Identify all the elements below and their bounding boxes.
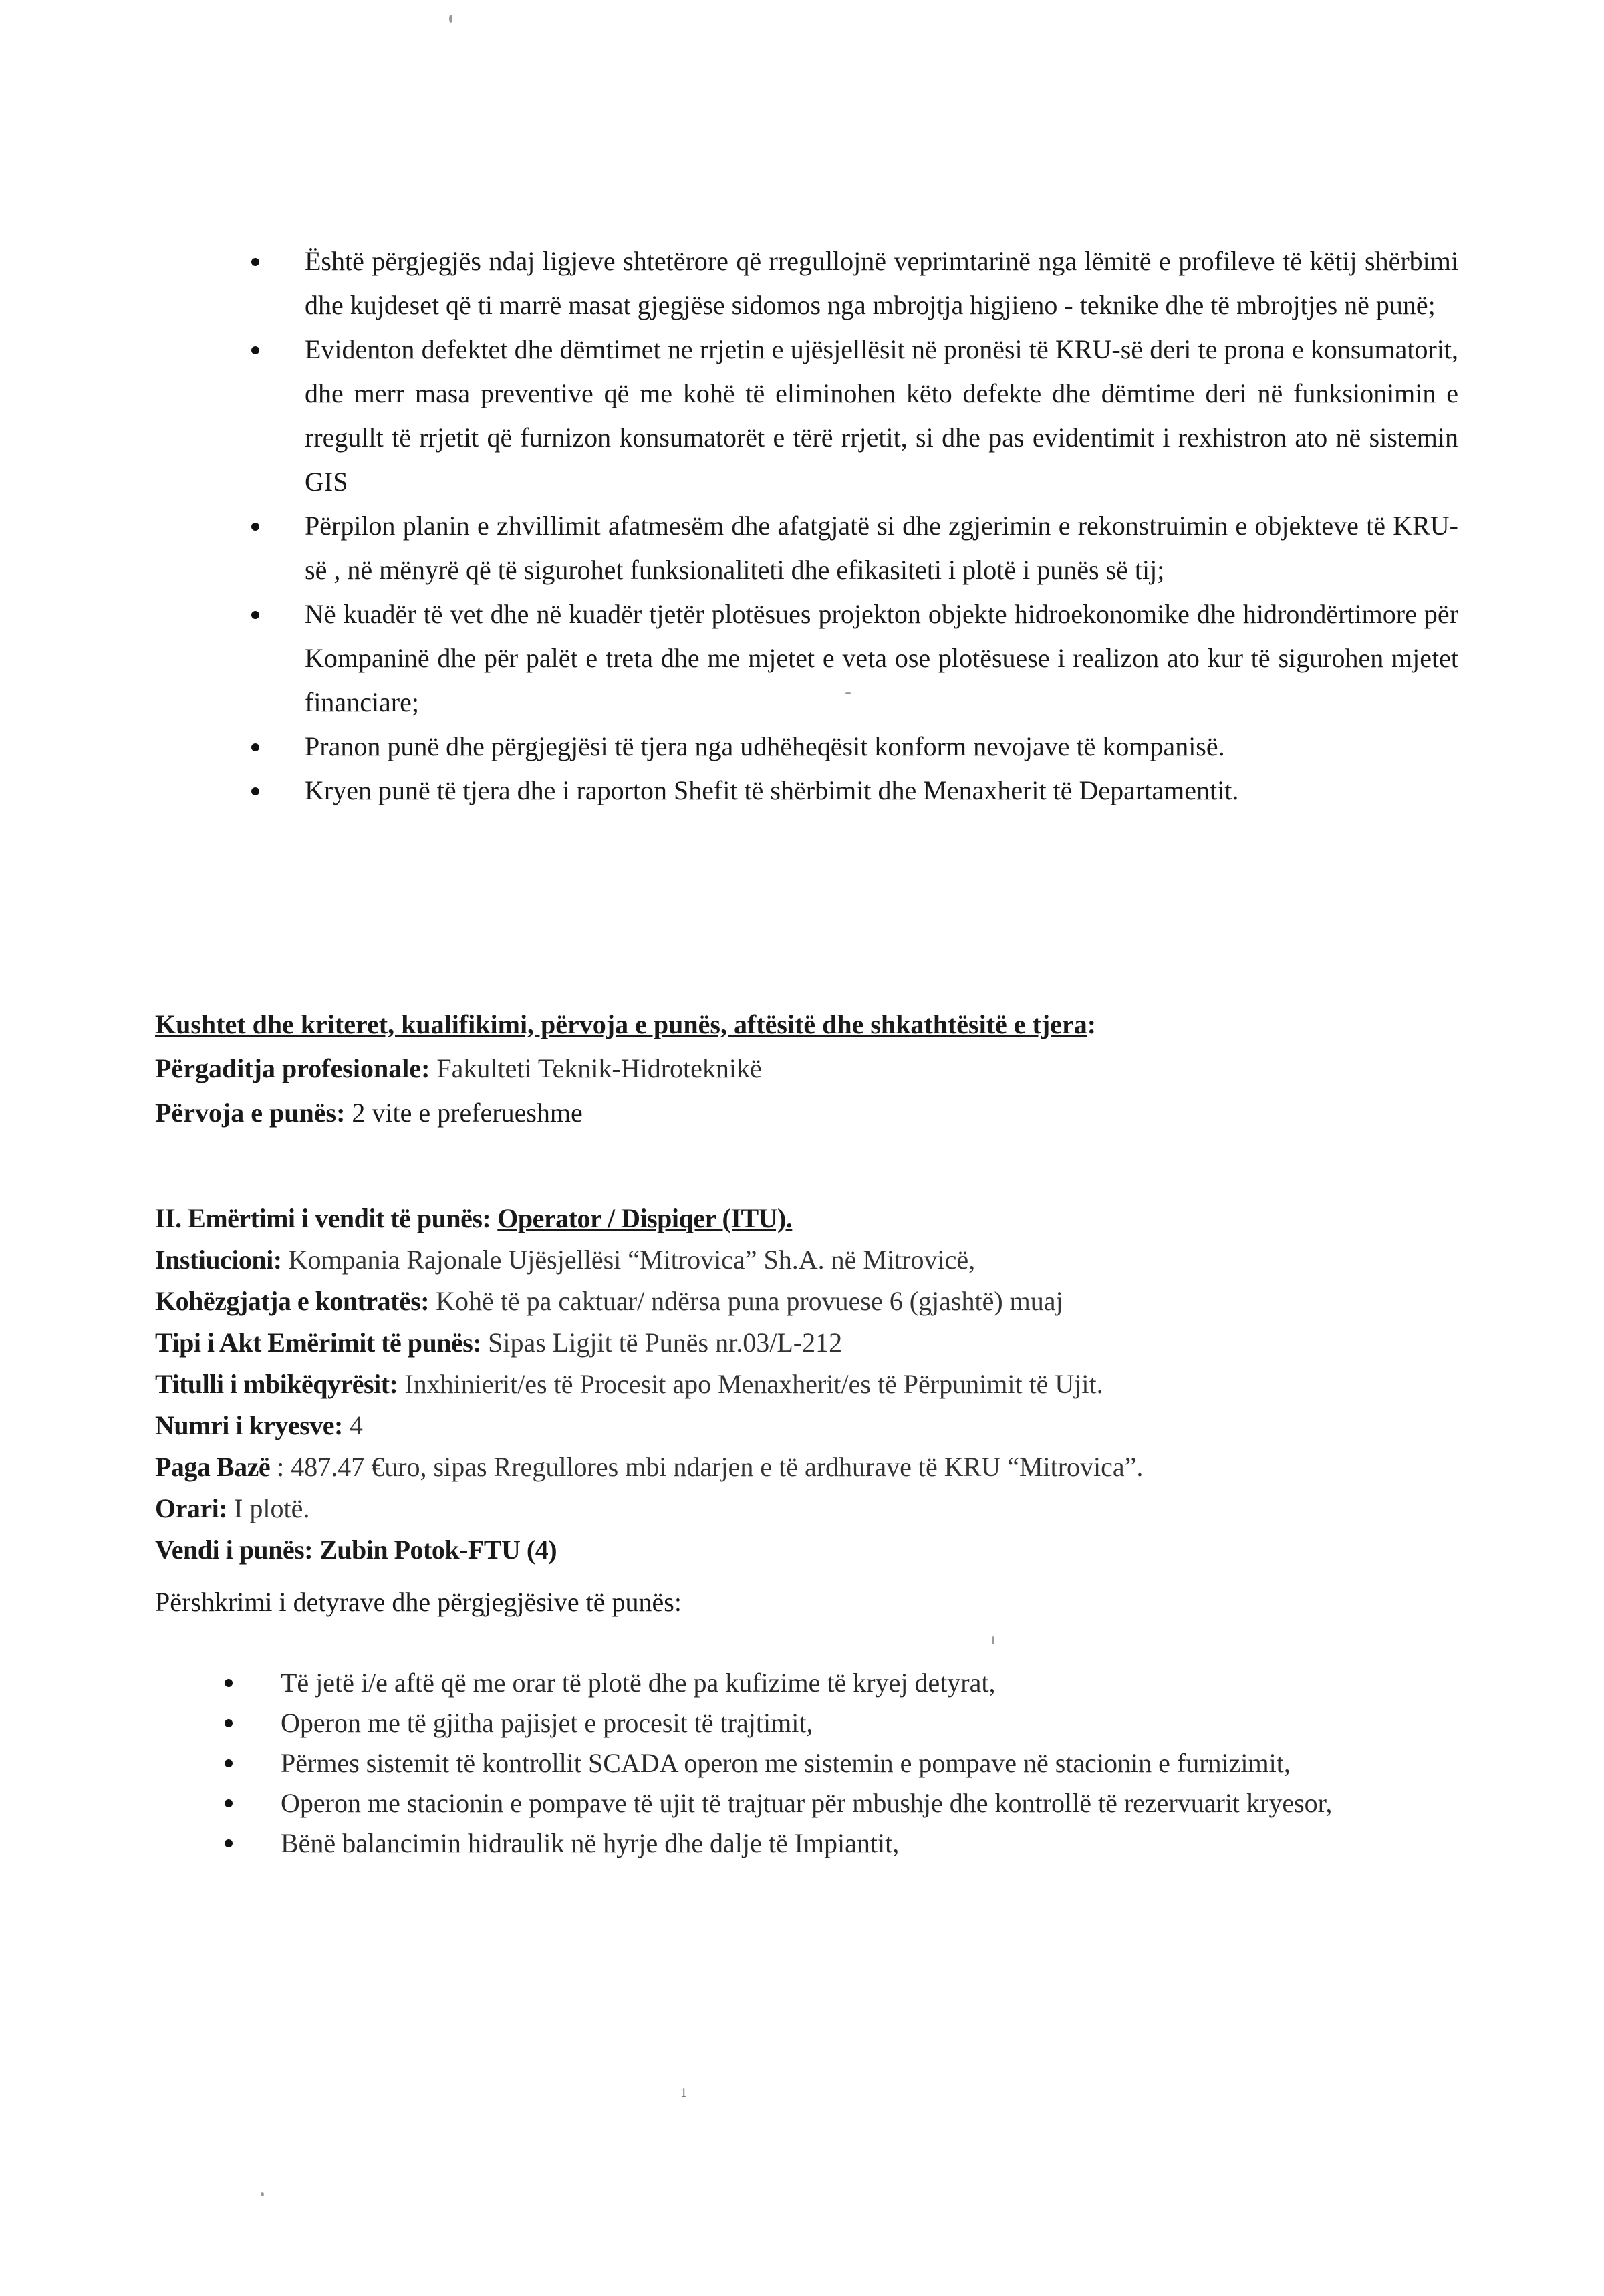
bullet-icon (225, 1839, 233, 1847)
count-line (155, 1405, 1465, 1446)
responsibilities-list (251, 239, 1458, 813)
page-number: 1 (680, 2085, 687, 2100)
duration-line (155, 1281, 1465, 1322)
preparation-value: Fakulteti Teknik-Hidroteknikë (436, 1053, 762, 1083)
criteria-heading-colon: : (1087, 1009, 1097, 1039)
duration-label: Kohëzgjatja e kontratës: (155, 1286, 430, 1316)
criteria-heading-line (155, 1003, 1465, 1047)
list-item (225, 1704, 1454, 1742)
institution-line (155, 1239, 1465, 1281)
experience-value: 2 vite e preferueshme (352, 1098, 583, 1128)
duties-heading: Përshkrimi i detyrave dhe përgjegjësive të punës: (155, 1587, 682, 1617)
bullet-icon (251, 523, 259, 531)
scan-speck (992, 1636, 994, 1644)
supervisor-label: Titulli i mbikëqyrësit: (155, 1369, 398, 1399)
list-item-text: Pranon punë dhe përgjegjësi të tjera nga udhëheqësit konform nevojave të kompanisë. (305, 731, 1225, 761)
count-value: 4 (349, 1410, 363, 1440)
bullet-icon (225, 1759, 233, 1767)
list-item (251, 504, 1458, 592)
location-line (155, 1529, 1465, 1571)
list-item (225, 1664, 1454, 1702)
list-item-text: Bënë balancimin hidraulik në hyrje dhe dalje të Impiantit, (281, 1828, 900, 1858)
hours-line (155, 1488, 1465, 1529)
duties-list (225, 1664, 1454, 1865)
list-item-text: Evidenton defektet dhe dëmtimet ne rrjetin e ujësjellësit në pronësi të KRU-së deri te prona e konsumatorit, dhe merr masa preventive që me kohë të eliminohen këto defekte dhe dëmtime deri në funksionimin e rregullt të rrjetit që furnizon konsumatorët e tërë rrjetit, si dhe pas evidentimit i rexhistron ato në sistemin GIS (305, 334, 1458, 497)
experience-line (155, 1091, 1465, 1135)
supervisor-line (155, 1364, 1465, 1405)
list-item (251, 592, 1458, 725)
appointment-type-line (155, 1322, 1465, 1364)
count-label: Numri i kryesve: (155, 1410, 343, 1440)
list-item-text: Përmes sistemit të kontrollit SCADA operon me sistemin e pompave në stacionin e furnizimit, (281, 1748, 1291, 1778)
position-title-label: II. Emërtimi i vendit të punës: (155, 1203, 491, 1233)
list-item (251, 725, 1458, 769)
list-item-text: Në kuadër të vet dhe në kuadër tjetër plotësues projekton objekte hidroekonomike dhe hidrondërtimore për Kompaninë dhe për palët e treta dhe me mjetet e veta ose plotësuese i realizon ato kur të sigurohen mjetet financiare; (305, 599, 1458, 717)
bullet-icon (225, 1719, 233, 1727)
criteria-heading: Kushtet dhe kriteret, kualifikimi, përvoja e punës, aftësitë dhe shkathtësitë e tjera (155, 1009, 1087, 1039)
salary-label: Paga Bazë (155, 1452, 271, 1482)
location-label: Vendi i punës: (155, 1535, 313, 1565)
hours-value: I plotë. (234, 1493, 310, 1523)
list-item-text: Është përgjegjës ndaj ligjeve shtetërore që rregullojnë veprimtarinë nga lëmitë e profileve të këtij shërbimi dhe kujdeset që ti marrë masat gjegjëse sidomos nga mbrojtja higjieno - teknike dhe të mbrojtjes në punë; (305, 246, 1458, 320)
list-item (225, 1825, 1454, 1862)
bullet-icon (251, 258, 259, 266)
duration-value: Kohë të pa caktuar/ ndërsa puna provuese 6 (gjashtë) muaj (436, 1286, 1063, 1316)
scan-speck (261, 2192, 264, 2196)
location-value: Zubin Potok-FTU (4) (319, 1535, 557, 1565)
bullet-icon (251, 346, 259, 354)
salary-line (155, 1446, 1465, 1488)
list-item-text: Kryen punë të tjera dhe i raporton Shefit të shërbimit dhe Menaxherit të Departamentit. (305, 775, 1239, 805)
supervisor-value: Inxhinierit/es të Procesit apo Menaxherit/es të Përpunimit të Ujit. (404, 1369, 1103, 1399)
position-details (155, 1198, 1465, 1571)
list-item (251, 769, 1458, 813)
experience-label: Përvoja e punës: (155, 1098, 346, 1128)
preparation-label: Përgaditja profesionale: (155, 1053, 430, 1083)
list-item (251, 328, 1458, 504)
list-item-text: Të jetë i/e aftë që me orar të plotë dhe pa kufizime të kryej detyrat, (281, 1668, 996, 1698)
scan-speck (845, 692, 851, 694)
bullet-icon (251, 787, 259, 795)
appointment-type-value: Sipas Ligjit të Punës nr.03/L-212 (488, 1327, 843, 1358)
list-item (225, 1745, 1454, 1782)
hours-label: Orari: (155, 1493, 228, 1523)
list-item-text: Operon me stacionin e pompave të ujit të trajtuar për mbushje dhe kontrollë të rezervuarit kryesor, (281, 1788, 1333, 1818)
position-title-line (155, 1198, 1465, 1239)
list-item (225, 1785, 1454, 1822)
bullet-icon (225, 1799, 233, 1807)
scan-speck (449, 15, 452, 23)
institution-value: Kompania Rajonale Ujësjellësi “Mitrovica” Sh.A. në Mitrovicë, (288, 1245, 976, 1275)
preparation-line (155, 1047, 1465, 1091)
bullet-icon (251, 743, 259, 751)
position-title-value: Operator / Dispiqer (ITU). (497, 1203, 793, 1233)
list-item (251, 239, 1458, 328)
list-item-text: Përpilon planin e zhvillimit afatmesëm dhe afatgjatë si dhe zgjerimin e rekonstruimin e objekteve të KRU-së , në mënyrë që të sigurohet funksionaliteti dhe efikasiteti i plotë i punës së tij; (305, 511, 1458, 585)
bullet-icon (251, 611, 259, 619)
criteria-section (155, 1003, 1465, 1135)
bullet-icon (225, 1679, 233, 1687)
salary-value: : 487.47 €uro, sipas Rregullores mbi ndarjen e të ardhurave të KRU “Mitrovica”. (277, 1452, 1144, 1482)
appointment-type-label: Tipi i Akt Emërimit të punës: (155, 1327, 482, 1358)
institution-label: Instiucioni: (155, 1245, 282, 1275)
list-item-text: Operon me të gjitha pajisjet e procesit të trajtimit, (281, 1708, 813, 1738)
